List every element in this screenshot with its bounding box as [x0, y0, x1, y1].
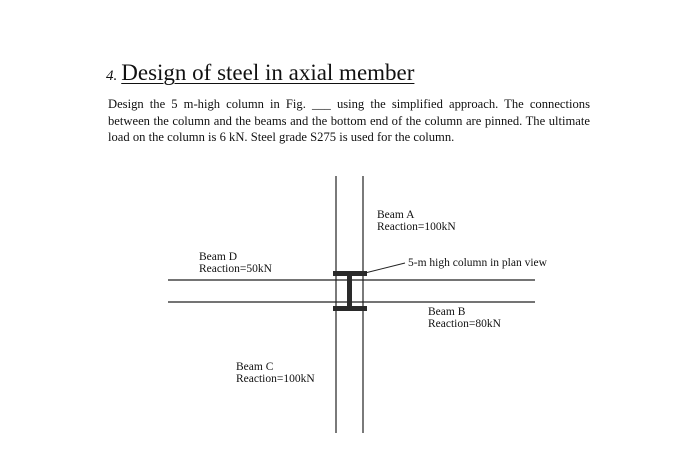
- column-label: 5-m high column in plan view: [408, 257, 547, 269]
- beam-d-label: [199, 251, 272, 275]
- beam-a-reaction: Reaction=100kN: [377, 221, 456, 233]
- beam-b-name: Beam B: [428, 306, 466, 318]
- column-i-section: [333, 271, 367, 311]
- beam-d-name: Beam D: [199, 251, 238, 263]
- beam-c-reaction: Reaction=100kN: [236, 373, 315, 385]
- beam-c-name: Beam C: [236, 361, 274, 373]
- beam-b-label: [428, 306, 501, 330]
- beam-d-reaction: Reaction=50kN: [199, 263, 272, 275]
- beam-a-label: [377, 209, 456, 233]
- beam-a-name: Beam A: [377, 209, 415, 221]
- question-number: 4.: [106, 68, 118, 84]
- beam-c-label: [236, 361, 315, 385]
- question-body: Design the 5 m-high column in Fig. ___ using the simplified approach. The connections between the column and the beams and the bottom end of the column are pinned. The ultimate load on the column is 6 kN. Steel grade S275 is used for the column.: [108, 97, 590, 144]
- column-leader-line: [365, 263, 405, 273]
- beam-b-reaction: Reaction=80kN: [428, 318, 501, 330]
- question-title: Design of steel in axial member: [121, 60, 415, 85]
